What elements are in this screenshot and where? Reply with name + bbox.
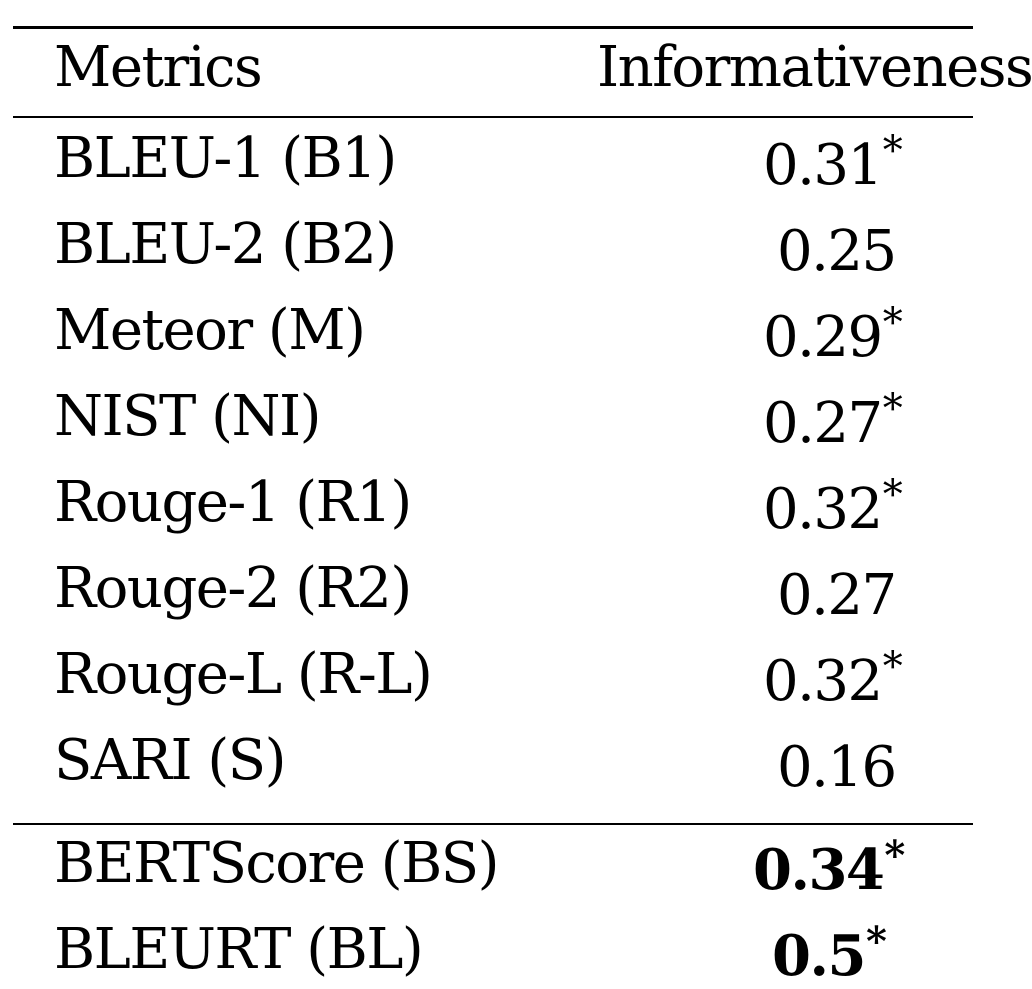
header-metrics: Metrics xyxy=(54,35,262,100)
row-metric-bleu2: BLEU-2 (B2) xyxy=(54,212,396,277)
value-number: 0.34 xyxy=(753,837,884,903)
header-informativeness: Informativeness xyxy=(597,35,1032,100)
row-metric-meteor: Meteor (M) xyxy=(54,298,365,363)
value-number: 0.29 xyxy=(763,305,882,370)
value-number: 0.32 xyxy=(763,477,882,542)
row-metric-bertscore: BERTScore (BS) xyxy=(54,831,498,896)
value-number: 0.27 xyxy=(777,563,896,628)
significance-star: * xyxy=(882,386,902,432)
value-number: 0.25 xyxy=(777,219,896,284)
row-metric-bleu1: BLEU-1 (B1) xyxy=(54,126,396,191)
group-separator-rule xyxy=(13,823,973,825)
row-metric-rougel: Rouge-L (R-L) xyxy=(54,642,432,707)
row-metric-nist: NIST (NI) xyxy=(54,384,320,449)
row-metric-rouge1: Rouge-1 (R1) xyxy=(54,470,411,535)
value-number: 0.5 xyxy=(772,923,865,989)
value-number: 0.31 xyxy=(763,133,882,198)
value-number: 0.16 xyxy=(777,735,896,800)
significance-star: * xyxy=(882,644,902,690)
significance-star: * xyxy=(882,300,902,346)
significance-star: * xyxy=(882,472,902,518)
value-number: 0.27 xyxy=(763,391,882,456)
value-number: 0.32 xyxy=(763,649,882,714)
header-rule xyxy=(13,116,973,118)
row-metric-bleurt: BLEURT (BL) xyxy=(54,917,423,982)
significance-star: * xyxy=(884,832,904,879)
row-metric-rouge2: Rouge-2 (R2) xyxy=(54,556,411,621)
table-top-rule xyxy=(13,26,973,29)
significance-star: * xyxy=(865,918,886,965)
row-metric-sari: SARI (S) xyxy=(54,728,285,793)
significance-star: * xyxy=(882,128,902,174)
